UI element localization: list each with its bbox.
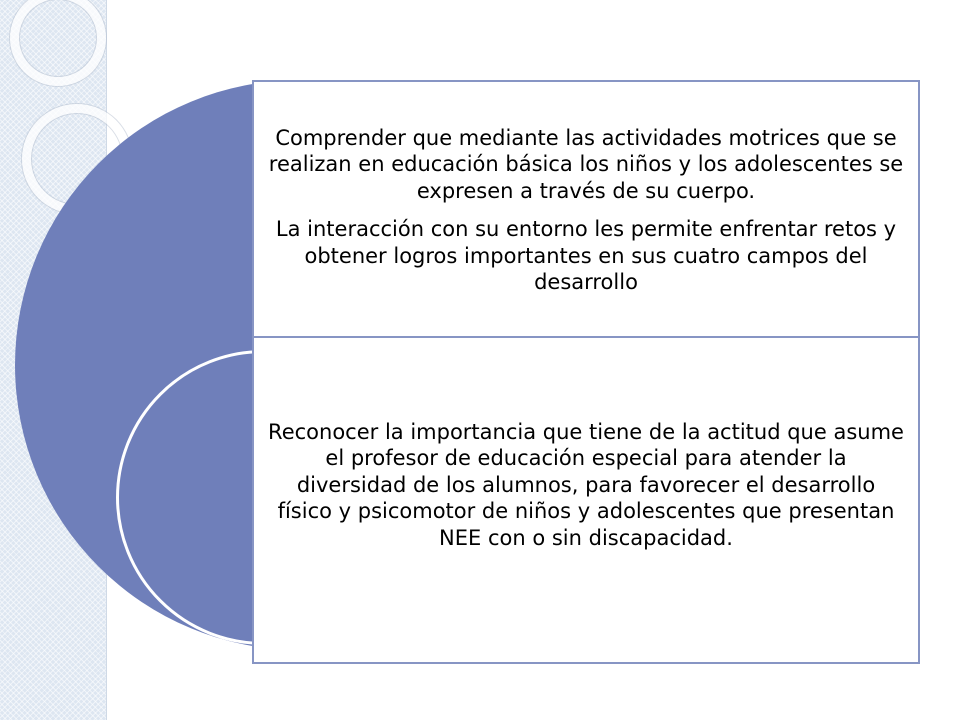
top-paragraph-2: La interacción con su entorno les permite enfrentar retos y obtener logros importantes en sus cuatro campos del desarrollo — [275, 217, 897, 294]
top-text-box — [252, 80, 920, 338]
decorative-ring — [10, 0, 106, 86]
bottom-paragraph: Reconocer la importancia que tiene de la actitud que asume el profesor de educación especial para atender la diversidad de los alumnos, para favorecer el desarrollo físico y psicomotor de niños y adolescentes que presentan NEE con o sin discapacidad. — [268, 419, 904, 550]
bottom-text-box — [252, 336, 920, 664]
top-paragraph-1: Comprender que mediante las actividades motrices que se realizan en educación básica los niños y los adolescentes se expresen a través de su cuerpo. — [268, 125, 904, 203]
